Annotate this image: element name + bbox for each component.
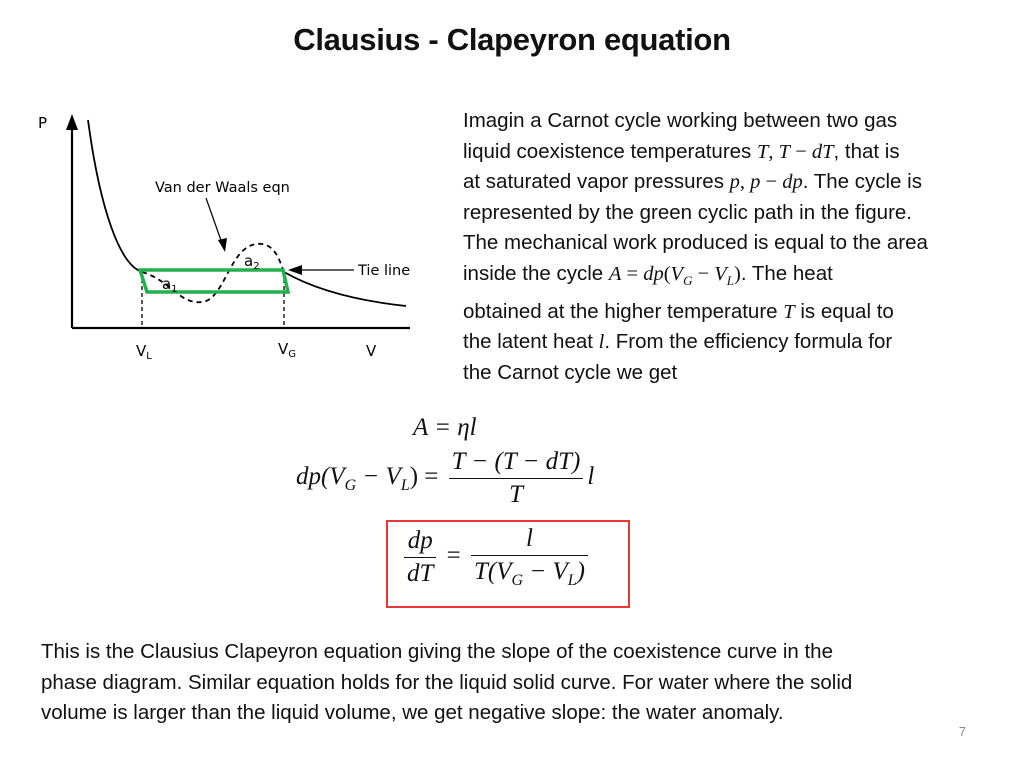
isotherm-liquid-branch: [88, 120, 142, 272]
bottom-line-1: This is the Clausius Clapeyron equation giving the slope of the coexistence curve in the: [41, 640, 833, 663]
axis-y-label: P: [38, 114, 48, 132]
vg-label: $V_G$: [278, 340, 297, 360]
a1-label: $a_1$: [162, 275, 178, 295]
vdw-arrow: [206, 198, 223, 246]
line-5: The mechanical work produced is equal to the area: [463, 231, 928, 255]
a2-label: $a_2$: [244, 252, 260, 272]
pv-diagram: [30, 100, 440, 375]
bottom-line-2: phase diagram. Similar equation holds for the liquid solid curve. For water where the solid: [41, 670, 853, 694]
conclusion-paragraph: [41, 637, 852, 729]
axis-x-label: V: [366, 342, 377, 360]
line-1: Imagin a Carnot cycle working between two gas: [463, 109, 898, 132]
vl-label: $V_L$: [136, 342, 152, 362]
explanation-paragraph: [463, 106, 928, 388]
line-4: represented by the green cyclic path in the figure.: [463, 200, 912, 224]
axes: [66, 114, 410, 328]
equation-efficiency: A = ηl: [413, 414, 477, 441]
line-2: liquid coexistence temperatures T, T − dT, that is: [463, 139, 900, 163]
tie-line-label: Tie line: [358, 263, 411, 279]
equation-work-balance: $dp(V_G - V_L)$ = $\frac{T - (T - dT)}{T}$ l: [296, 448, 595, 508]
bottom-line-3: volume is larger than the liquid volume, we get negative slope: the water anomaly.: [41, 701, 784, 725]
vdw-label: Van der Waals eqn: [155, 180, 290, 196]
slide-title: Clausius - Clapeyron equation: [293, 22, 731, 57]
line-8: the latent heat l. From the efficiency formula for: [463, 330, 893, 354]
line-6: inside the cycle $A = dp(V_G - V_L)$. The heat: [463, 261, 833, 289]
line-9: the Carnot cycle we get: [463, 360, 678, 384]
page-number: 7: [958, 724, 966, 739]
equation-clausius-clapeyron: $\frac{dp}{dT}$ = $\frac{l}{T(V_G - V_L)}$: [400, 525, 592, 590]
line-7: obtained at the higher temperature T is equal to: [463, 299, 894, 323]
line-3: at saturated vapor pressures p, p − dp. The cycle is: [463, 170, 922, 194]
